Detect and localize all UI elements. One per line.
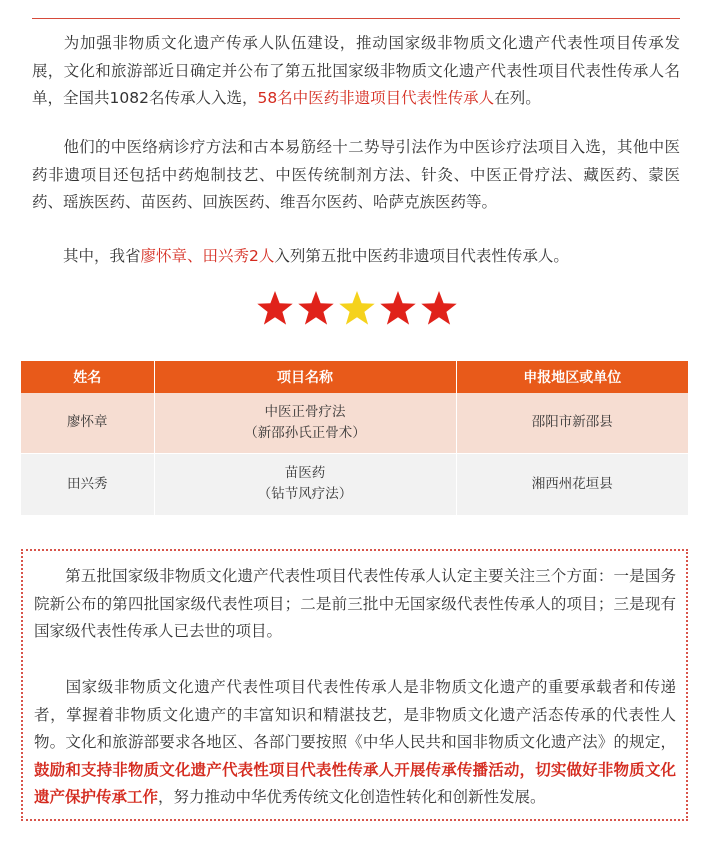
table-header-row	[21, 361, 688, 393]
notice-box	[21, 549, 688, 821]
header-region: 申报地区或单位	[456, 361, 688, 393]
intro-text-end: 在列。	[494, 89, 541, 107]
notice-text-end: ，努力推动中华优秀传统文化创造性转化和创新性发展。	[158, 788, 546, 806]
project-title: 苗医药	[284, 465, 326, 482]
notice-paragraph-1	[34, 563, 676, 646]
cell-name: 田兴秀	[21, 453, 154, 515]
top-divider	[32, 18, 680, 19]
highlight-count: 58名中医药非遗项目代表性传承人	[257, 89, 495, 107]
project-title: 中医正骨疗法	[264, 403, 346, 420]
notice-paragraph-2	[34, 674, 676, 812]
header-name: 姓名	[21, 361, 154, 393]
intro-paragraph-3	[32, 243, 680, 271]
star-icon	[420, 290, 458, 328]
cell-project	[154, 453, 456, 515]
notice-text: 国家级非物质文化遗产代表性项目代表性传承人是非物质文化遗产的重要承载者和传递者，掌握着非物质文化遗产的丰富知识和精湛技艺，是非物质文化遗产活态传承的代表性人物。文化和旅游部要求各地区、各部门要按照《中华人民共和国非物质文化遗产法》的规定，	[34, 678, 676, 751]
star-rating-decoration	[256, 290, 456, 330]
cell-name: 廖怀章	[21, 393, 154, 453]
table-row	[21, 453, 688, 515]
star-icon	[379, 290, 417, 328]
cell-project	[154, 393, 456, 453]
intro-paragraph-1	[32, 30, 680, 113]
header-project: 项目名称	[154, 361, 456, 393]
project-subtitle: （钻节风疗法）	[257, 486, 353, 503]
intro-text: 他们的中医络病诊疗方法和古本易筋经十二势导引法作为中医诊疗法项目入选，其他中医药非遗项目还包括中药炮制技艺、中医传统制剂方法、针灸、中医正骨疗法、藏医药、蒙医药、瑶族医药、苗医药、回族医药、维吾尔医药、哈萨克族医药等。	[32, 138, 680, 211]
intro-text: 为加强非物质文化遗产传承人队伍建设，推动国家级非物质文化遗产代表性项目传承发展，文化和旅游部近日确定并公布了第五批国家级非物质文化遗产代表性项目代表性传承人名单，全国共1082名传承人入选，	[32, 34, 680, 107]
intro-text: 其中，我省	[63, 247, 141, 265]
notice-highlight: 鼓励和支持非物质文化遗产代表性项目代表性传承人开展传承传播活动，切实做好非物质文化遗产保护传承工作	[34, 760, 676, 806]
intro-paragraph-2	[32, 134, 680, 217]
star-icon	[297, 290, 335, 328]
project-subtitle: （新邵孙氏正骨术）	[244, 424, 366, 441]
notice-text: 第五批国家级非物质文化遗产代表性项目代表性传承人认定主要关注三个方面：一是国务院新公布的第四批国家级代表性项目；二是前三批中无国家级代表性传承人的项目；三是现有国家级代表性传承人已去世的项目。	[34, 567, 676, 640]
highlight-names: 廖怀章、田兴秀2人	[140, 247, 275, 265]
table-row	[21, 393, 688, 453]
cell-region: 湘西州花垣县	[456, 453, 688, 515]
star-icon	[338, 290, 376, 328]
intro-text-end: 入列第五批中医药非遗项目代表性传承人。	[274, 247, 569, 265]
cell-region: 邵阳市新邵县	[456, 393, 688, 453]
star-icon	[256, 290, 294, 328]
inheritor-table	[21, 361, 688, 515]
